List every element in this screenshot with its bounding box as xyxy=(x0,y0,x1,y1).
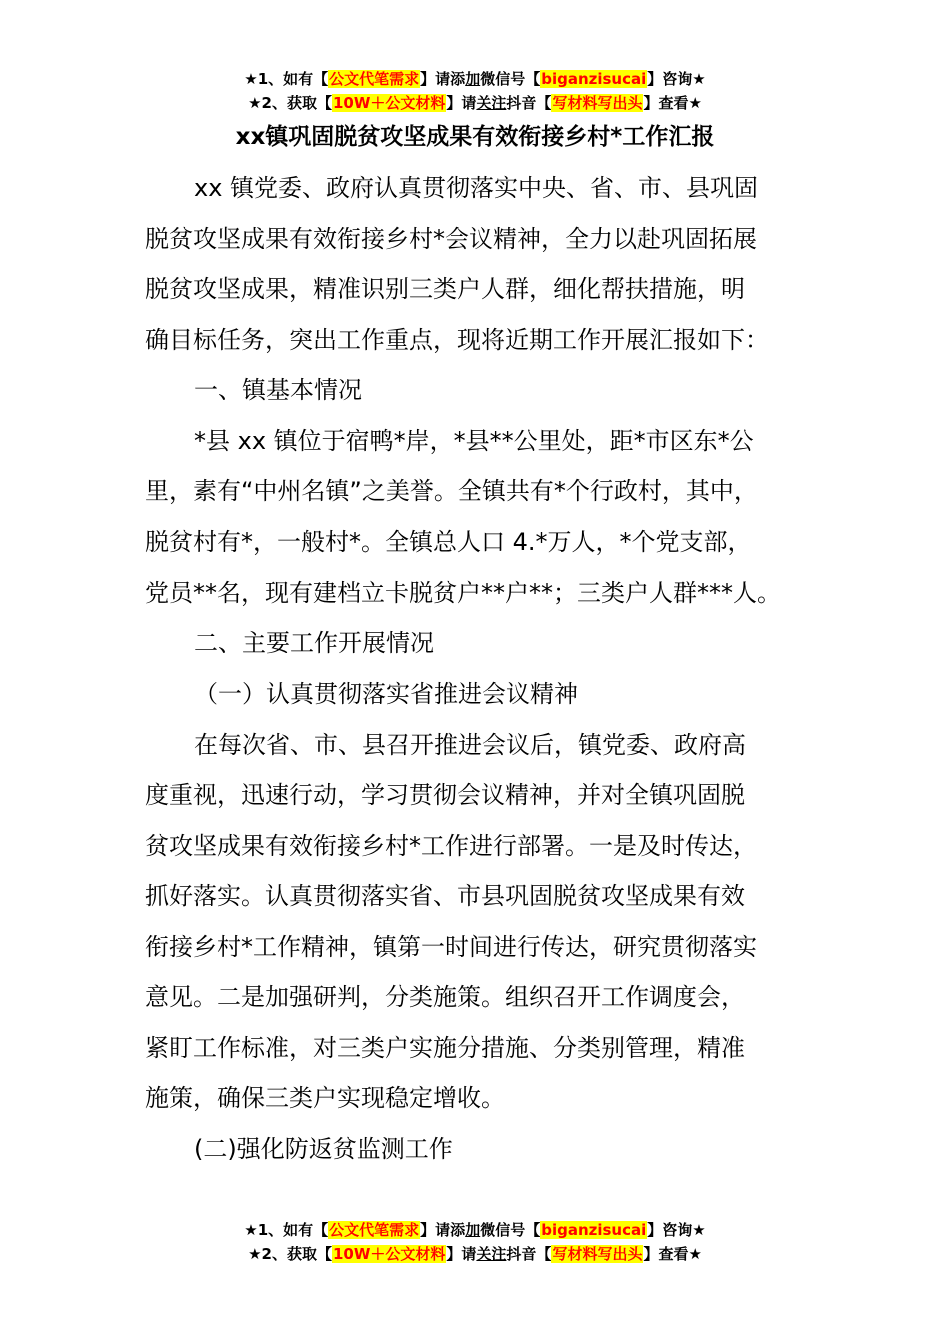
section-heading: 二、主要工作开展情况 xyxy=(194,629,434,657)
banner-text: 】咨询★ xyxy=(647,70,706,88)
banner-highlight: 写材料写出头 xyxy=(552,1245,643,1263)
subsection-heading: (二)强化防返贫监测工作 xyxy=(194,1135,453,1163)
footer-banner-line-1 xyxy=(0,1219,950,1241)
banner-text: 】请 xyxy=(446,1245,477,1263)
banner-underline-text: 加 xyxy=(465,70,481,88)
banner-wechat-id: biganzisucai xyxy=(541,1221,647,1239)
banner-text: 抖音【 xyxy=(506,94,552,112)
banner-highlight: 公文代笔需求 xyxy=(329,70,420,88)
body-line: 意见。二是加强研判，分类施策。组织召开工作调度会， xyxy=(145,983,745,1011)
body-line: *县 xx 镇位于宿鸭*岸，*县**公里处，距*市区东*公 xyxy=(194,427,754,455)
banner-highlight: 10W＋公文材料 xyxy=(332,1245,446,1263)
banner-text: ★1、如有【 xyxy=(244,70,329,88)
header-banner-line-2 xyxy=(0,92,950,114)
document-title: xx镇巩固脱贫攻坚成果有效衔接乡村*工作汇报 xyxy=(235,124,715,150)
body-line: 脱贫村有*，一般村*。全镇总人口 4.*万人，*个党支部， xyxy=(145,528,752,556)
body-line: 党员**名，现有建档立卡脱贫户**户**；三类户人群***人。 xyxy=(145,579,781,607)
banner-highlight: 写材料写出头 xyxy=(552,94,643,112)
header-banner-line-1 xyxy=(0,68,950,90)
banner-text: 微信号【 xyxy=(480,1221,541,1239)
banner-text: 】请添 xyxy=(420,1221,466,1239)
body-line: 贫攻坚成果有效衔接乡村*工作进行部署。一是及时传达， xyxy=(145,832,757,860)
banner-text: 】查看★ xyxy=(643,1245,702,1263)
footer-banner-line-2 xyxy=(0,1243,950,1265)
body-line: 施策，确保三类户实现稳定增收。 xyxy=(145,1084,505,1112)
banner-text: 】请添 xyxy=(420,70,466,88)
banner-text: 】请 xyxy=(446,94,477,112)
body-line: 脱贫攻坚成果，精准识别三类户人群，细化帮扶措施，明 xyxy=(145,275,745,303)
subsection-heading: （一）认真贯彻落实省推进会议精神 xyxy=(194,680,578,708)
body-line: 在每次省、市、县召开推进会议后，镇党委、政府高 xyxy=(194,731,746,759)
banner-underline-text: 加 xyxy=(465,1221,481,1239)
banner-text: 】查看★ xyxy=(643,94,702,112)
body-line: xx 镇党委、政府认真贯彻落实中央、省、市、县巩固 xyxy=(194,174,759,202)
banner-text: 微信号【 xyxy=(480,70,541,88)
banner-highlight: 10W＋公文材料 xyxy=(332,94,446,112)
banner-text: 抖音【 xyxy=(506,1245,552,1263)
banner-underline-text: 关注 xyxy=(476,1245,507,1263)
body-line: 确目标任务，突出工作重点，现将近期工作开展汇报如下： xyxy=(145,326,769,354)
body-line: 脱贫攻坚成果有效衔接乡村*会议精神，全力以赴巩固拓展 xyxy=(145,225,757,253)
body-line: 抓好落实。认真贯彻落实省、市县巩固脱贫攻坚成果有效 xyxy=(145,882,745,910)
body-line: 里，素有“中州名镇”之美誉。全镇共有*个行政村，其中， xyxy=(145,477,758,505)
banner-text: ★1、如有【 xyxy=(244,1221,329,1239)
banner-text: 】咨询★ xyxy=(647,1221,706,1239)
banner-wechat-id: biganzisucai xyxy=(541,70,647,88)
body-line: 衔接乡村*工作精神，镇第一时间进行传达，研究贯彻落实 xyxy=(145,933,757,961)
banner-text: ★2、获取【 xyxy=(248,94,332,112)
body-line: 度重视，迅速行动，学习贯彻会议精神，并对全镇巩固脱 xyxy=(145,781,745,809)
body-line: 紧盯工作标准，对三类户实施分措施、分类别管理，精准 xyxy=(145,1034,745,1062)
banner-underline-text: 关注 xyxy=(476,94,507,112)
section-heading: 一、镇基本情况 xyxy=(194,376,362,404)
banner-highlight: 公文代笔需求 xyxy=(329,1221,420,1239)
banner-text: ★2、获取【 xyxy=(248,1245,332,1263)
